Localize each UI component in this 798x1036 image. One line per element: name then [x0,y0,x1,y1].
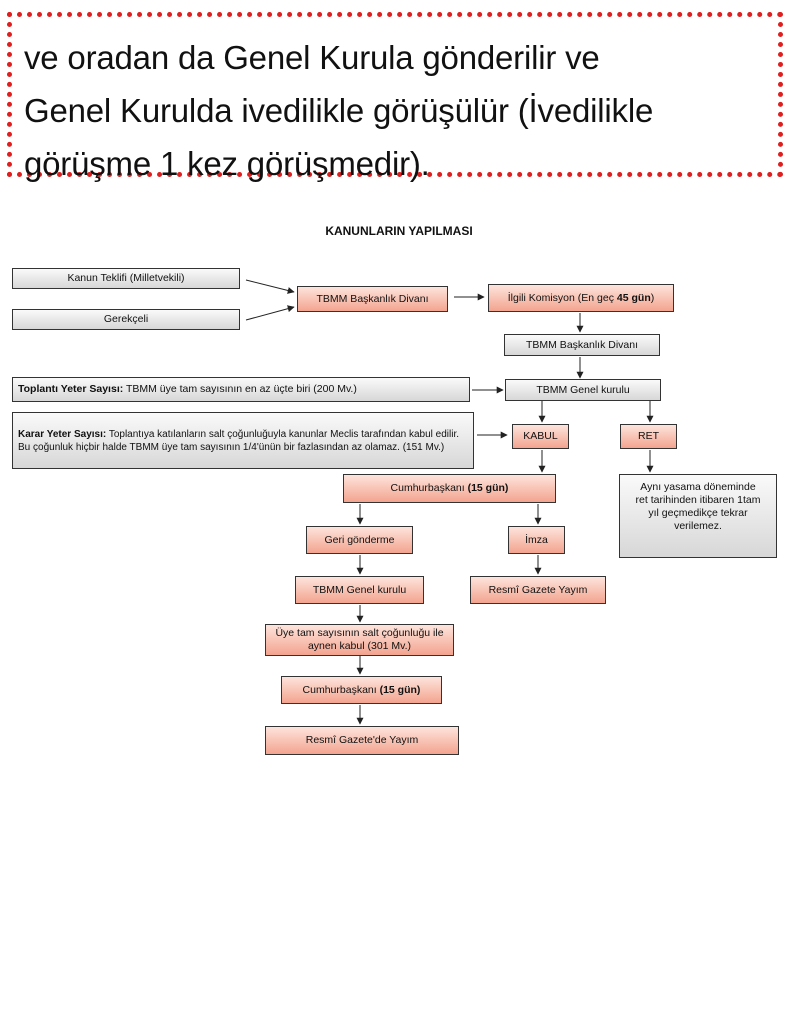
diagram-title: KANUNLARIN YAPILMASI [325,224,473,238]
arrow-teklif-to-divan [246,280,294,292]
karar-desc: Toplantıya katılanların salt çoğunluğuyla kanunlar Meclis tarafından kabul edilir. Bu çoğunluk hiçbir halde TBMM üye tam sayısının 1/4'ünün bir fazlasından az olamaz. (151 Mv.) [18,428,462,453]
note-line-3: görüşme 1 kez görüşmedir). [24,145,430,182]
imza-box: İmza [508,526,565,554]
komisyon-prefix: İlgili Komisyon (En geç [507,291,617,304]
karar-text [18,428,468,454]
karar-bold: Karar Yeter Sayısı: [18,428,107,440]
cb1-prefix: Cumhurbaşkanı [390,482,468,494]
cb2-bold: (15 gün) [379,683,421,696]
ret-note-box: Aynı yasama döneminde ret tarihinden itibaren 1tam yıl geçmedikçe tekrar verilemez. [619,474,777,558]
cb1-bold: (15 gün) [467,482,509,494]
toplanti-desc: TBMM üye tam sayısının en az üçte biri (200 Mv.) [123,383,357,395]
gerekceli-box: Gerekçeli [12,309,240,330]
salt-cogunluk-box: Üye tam sayısının salt çoğunluğu ile aynen kabul (301 Mv.) [265,624,454,656]
komisyon-bold: 45 gün [616,291,651,304]
cumhurbaskani-box-1 [343,474,556,503]
komisyon-suffix: ) [650,291,655,304]
komisyon-box [488,284,674,312]
geri-gonderme-box: Geri gönderme [306,526,413,554]
kanun-teklifi-box: Kanun Teklifi (Milletvekili) [12,268,240,289]
note-line-2: Genel Kurulda ivedilikle görüşülür (İvedilikle [24,92,654,129]
baskanlik-divani-box-2: TBMM Başkanlık Divanı [504,334,660,356]
genel-kurul-box-1: TBMM Genel kurulu [505,379,661,401]
arrow-gerekceli-to-divan [246,307,294,320]
toplanti-bold: Toplantı Yeter Sayısı: [18,383,124,395]
cumhurbaskani-box-2 [281,676,442,704]
genel-kurul-box-2: TBMM Genel kurulu [295,576,424,604]
karar-yeter-sayisi-box [12,412,474,469]
cb2-prefix: Cumhurbaşkanı [302,683,380,696]
kabul-box: KABUL [512,424,569,449]
resmi-gazete-box-1: Resmî Gazete Yayım [470,576,606,604]
ret-box: RET [620,424,677,449]
toplanti-yeter-sayisi-box [12,377,470,402]
resmi-gazete-box-2: Resmî Gazete'de Yayım [265,726,459,755]
note-line-1: ve oradan da Genel Kurula gönderilir ve [24,39,600,76]
baskanlik-divani-box-1: TBMM Başkanlık Divanı [297,286,448,312]
toplanti-text [18,383,357,396]
